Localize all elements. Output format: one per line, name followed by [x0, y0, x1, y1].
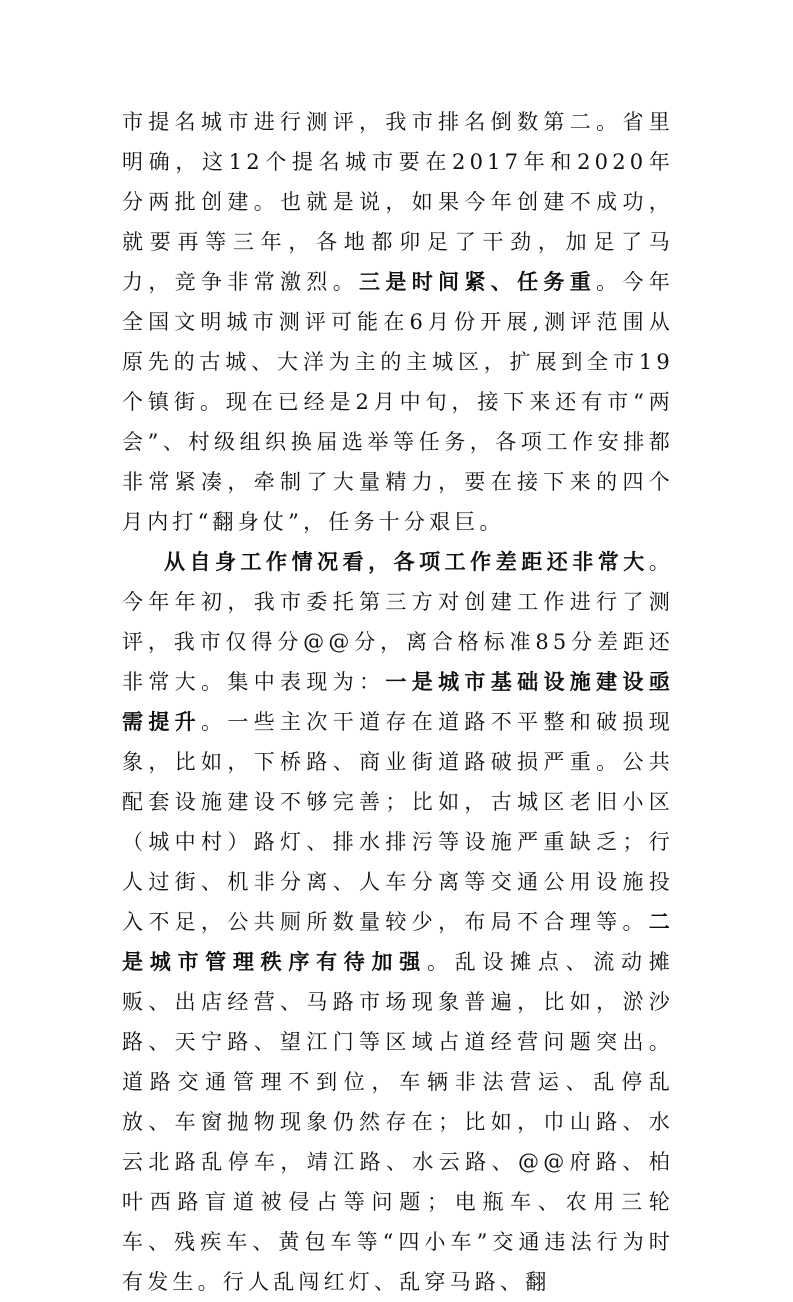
paragraph-2 [122, 542, 674, 1302]
text-run: 。今年全国文明城市测评可能在6月份开展,测评范围从原先的古城、大洋为主的主城区，扩展到全市19个镇街。现在已经是2月中旬，接下来还有市“两会”、村级组织换届选举等任务，各项工作安排都非常紧凑，牵制了大量精力，要在接下来的四个月内打“翻身仗”，任务十分艰巨。 [122, 270, 674, 534]
text-run: 市提名城市进行测评，我市排名倒数第二。省里明确，这12个提名城市要在2017年和2020年分两批创建。也就是说，如果今年创建不成功，就要再等三年，各地都卯足了干劲，加足了马力，竞争非常激烈。 [122, 110, 674, 294]
paragraph-1 [122, 102, 674, 542]
text-run: 。一些主次干道存在道路不平整和破损现象，比如，下桥路、商业街道路破损严重。公共配套设施建设不够完善；比如，古城区老旧小区（城中村）路灯、排水排污等设施严重缺乏；行人过街、机非分离、人车分离等交通公用设施投入不足，公共厕所数量较少，布局不合理等。 [122, 710, 674, 934]
bold-heading-city-management: 二是城市管理秩序有待加强 [122, 909, 674, 974]
document-page [122, 102, 674, 1302]
bold-heading-infrastructure: 一是城市基础设施建设亟需提升 [122, 669, 675, 734]
bold-heading-own-work: 从自身工作情况看，各项工作差距还非常大 [164, 549, 649, 574]
text-run: 。今年年初，我市委托第三方对创建工作进行了测评，我市仅得分@@分，离合格标准85分差距还非常大。集中表现为： [122, 550, 674, 694]
bold-heading-time-tight: 三是时间紧、任务重 [359, 269, 597, 294]
text-run: 。乱设摊点、流动摊贩、出店经营、马路市场现象普遍，比如，淤沙路、天宁路、望江门等区域占道经营问题突出。道路交通管理不到位，车辆非法营运、乱停乱放、车窗抛物现象仍然存在；比如，巾山路、水云北路乱停车，靖江路、水云路、@@府路、柏叶西路盲道被侵占等问题；电瓶车、农用三轮车、残疾车、黄包车等“四小车”交通违法行为时有发生。行人乱闯红灯、乱穿马路、翻 [122, 950, 674, 1294]
